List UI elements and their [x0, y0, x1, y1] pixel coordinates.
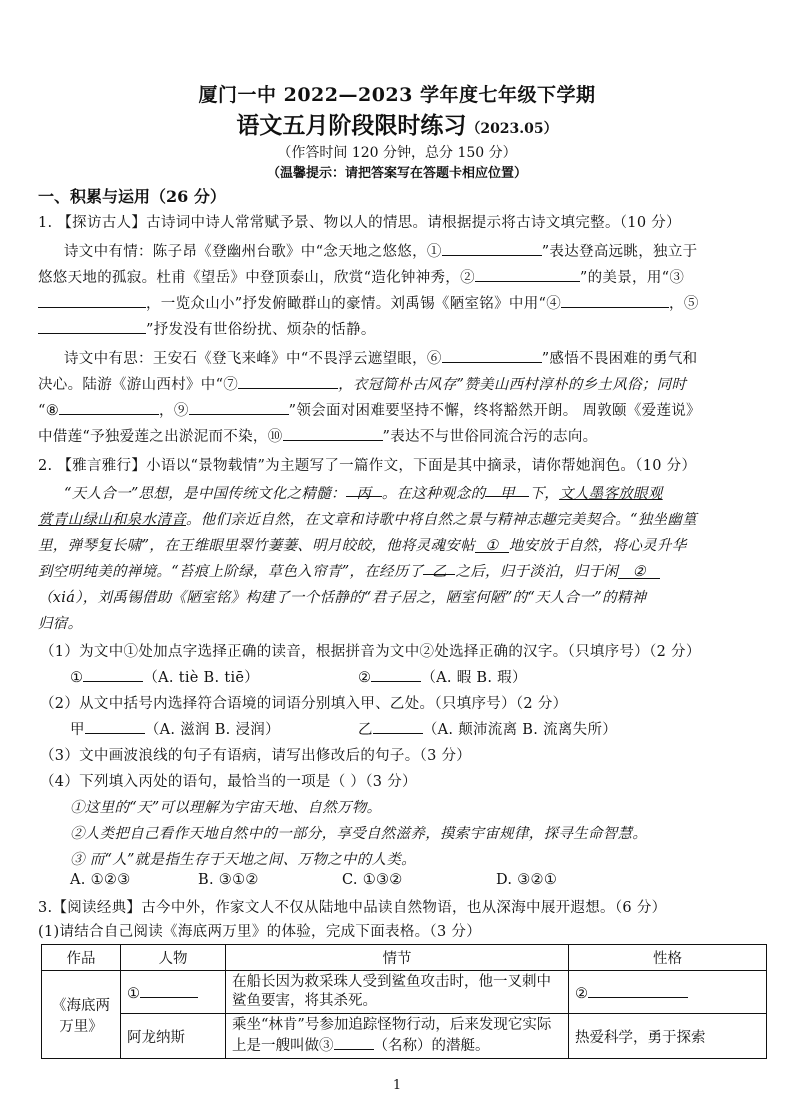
q2-sub-2-options [70, 718, 280, 739]
header-cell: 作品 [42, 945, 121, 971]
passage-text: 下， [529, 486, 560, 502]
year-tag: （2023.05） [466, 121, 558, 137]
table-row [42, 971, 767, 1014]
table-row [42, 1014, 767, 1059]
blank-7 [238, 374, 338, 389]
section-heading: 一、积累与运用（26 分） [38, 187, 226, 206]
passage-text: 。在这种观念的 [381, 486, 486, 502]
trait-cell: 热爱科学，勇于探索 [569, 1014, 767, 1059]
choice-a: A. ①②③ [70, 872, 131, 888]
blank-bing: 丙 [346, 482, 382, 497]
q2-sub-1-options [358, 666, 527, 687]
exam-title: 厦门一中 2022—2023 学年度七年级下学期 [198, 84, 596, 106]
header-cell: 情节 [226, 945, 569, 971]
passage-text: 到空明纯美的禅境。“苔痕上阶绿，草色入帘青”，在经历了 [38, 564, 424, 580]
exam-subtitle [0, 107, 794, 140]
q2-sub-1-options [70, 666, 259, 687]
q2-sub-2-options [358, 718, 617, 739]
q1-text: ”表达不与世俗同流合污的志向。 [382, 429, 598, 445]
blank-9 [189, 400, 289, 415]
answer-blank [371, 667, 421, 682]
passage-text: 地安放于自然，将心灵升华 [508, 538, 687, 554]
q1-text: ”抒发没有世俗纷扰、烦杂的恬静。 [146, 322, 376, 338]
q1-text: ，一览众山小”抒发俯瞰群山的豪情。刘禹锡《陋室铭》中用“④ [146, 296, 562, 312]
q2-sub-4: （4）下列填入丙处的语句，最恰当的一项是（ ）（3 分） [40, 774, 417, 790]
q1-text: ”的美景，用“③ [579, 270, 685, 286]
option-label: 甲 [70, 722, 85, 738]
q2-passage-line [38, 560, 660, 581]
q1-text: “⑧ [38, 403, 60, 419]
blank-10 [283, 426, 383, 441]
option-text: （A. 颠沛流离 B. 流离失所） [422, 722, 618, 738]
passage-text: “天人合一”思想，是中国传统文化之精髓： [64, 486, 346, 502]
header-cell: 人物 [121, 945, 226, 971]
q2-passage-line [64, 482, 663, 503]
answer-blank [373, 719, 423, 734]
header-cell: 性格 [569, 945, 767, 971]
q2-passage-line: 归宿。 [38, 616, 83, 632]
answer-blank [334, 1035, 374, 1050]
wavy-sentence: 文人墨客放眼观 [559, 486, 663, 502]
q1-text: 诗文中有思：王安石《登飞来峰》中“不畏浮云遮望眼，⑥ [64, 351, 442, 367]
dotted-char-mark: ① [475, 538, 509, 553]
blank-3 [38, 293, 146, 308]
q1-text: ”感悟不畏困难的勇气和 [541, 351, 698, 367]
plot-text: （名称）的潜艇。 [373, 1038, 490, 1054]
choice-d: D. ③②① [496, 872, 558, 888]
q1-line [38, 373, 686, 394]
answer-blank [140, 983, 198, 998]
q2-option-2: ②人类把自己看作天地自然中的一部分，享受自然滋养，摸索宇宙规律，探寻生命智慧。 [70, 826, 648, 842]
work-cell: 《海底两万里》 [42, 971, 121, 1059]
q2-sub-1: （1）为文中①处加点字选择正确的读音，根据拼音为文中②处选择正确的汉字。（只填序号）（2 分） [40, 644, 701, 660]
table-header-row [42, 945, 767, 971]
option-label: ② [358, 670, 372, 686]
choice-b: B. ③①② [198, 872, 259, 888]
q1-line [38, 292, 699, 313]
q2-sub-3: （3）文中画波浪线的句子有语病，请写出修改后的句子。（3 分） [40, 748, 472, 764]
blank-6 [442, 348, 542, 363]
plot-text: 乘坐“林肯”号参加追踪怪物行动，后来发现它实际上是一艘叫做③ [232, 1017, 552, 1054]
blank-jia: 甲 [485, 482, 529, 497]
blank-1 [442, 241, 542, 256]
q2-passage-line [38, 508, 697, 529]
q3-sub-1: (1)请结合自己阅读《海底两万里》的体验，完成下面表格。（3 分） [38, 924, 482, 940]
passage-text: 之后，归于淡泊，归于闲 [455, 564, 619, 580]
plot-cell: 在船长因为救采珠人受到鲨鱼攻击时，他一叉刺中鲨鱼要害，将其杀死。 [226, 971, 569, 1014]
q1-line [64, 347, 697, 368]
option-text: （A. 暇 B. 瑕） [421, 670, 527, 686]
page-number: 1 [392, 1078, 402, 1093]
novel-table [41, 944, 767, 1059]
q1-text: ，⑨ [159, 403, 189, 419]
time-info: （作答时间 120 分钟，总分 150 分） [277, 145, 517, 161]
q2-passage-line [38, 534, 687, 555]
plot-cell [226, 1014, 569, 1059]
option-label: ① [70, 670, 84, 686]
answer-tip: （温馨提示：请把答案写在答题卡相应位置） [266, 166, 527, 181]
q2-passage-line: （xiá），刘禹锡借助《陋室铭》构建了一个恬静的“君子居之，陋室何陋”的“天人合一”的精神 [38, 590, 647, 606]
blank-4 [561, 293, 669, 308]
person-cell: 阿龙纳斯 [121, 1014, 226, 1059]
blank-yi: 乙 [423, 560, 455, 575]
q1-line [38, 425, 597, 446]
q1-text: ，衣冠简朴古风存”赞美山西村淳朴的乡土风俗；同时 [338, 377, 687, 393]
trait-label: ② [575, 985, 588, 1002]
passage-text: 里，弹琴复长啸”，在王维眼里翠竹萋萋、明月皎皎，他将灵魂安帖 [38, 538, 475, 554]
q1-line [38, 399, 701, 420]
subtitle-text: 语文五月阶段限时练习 [236, 112, 467, 139]
q1-line [38, 318, 376, 339]
blank-5 [38, 319, 146, 334]
q1-text: 中借莲“予独爱莲之出淤泥而不染，⑩ [38, 429, 283, 445]
q1-text: ”表达登高远眺，独立于 [541, 244, 698, 260]
q1-prompt: 1. 【探访古人】古诗词中诗人常常赋予景、物以人的情思。请根据提示将古诗文填完整。（10 分） [38, 215, 681, 231]
option-text: （A. tiè B. tiē） [143, 670, 260, 686]
passage-text: 。他们亲近自然，在文章和诗歌中将自然之景与精神志趣完美契合。“独坐幽篁 [186, 512, 697, 528]
blank-8 [59, 400, 159, 415]
q2-sub-2: （2）从文中括号内选择符合语境的词语分别填入甲、乙处。（只填序号）（2 分） [40, 696, 568, 712]
q1-line [64, 240, 697, 261]
q3-prompt: 3.【阅读经典】古今中外，作家文人不仅从陆地中品读自然物语，也从深海中展开遐想。（6 分） [38, 900, 667, 916]
q1-text: 悠悠天地的孤寂。杜甫《望岳》中登顶泰山，欣赏“造化钟神秀，② [38, 270, 475, 286]
option-label: 乙 [358, 722, 373, 738]
q1-text: 诗文中有情：陈子昂《登幽州台歌》中“念天地之悠悠，① [64, 244, 442, 260]
q2-option-3: ③ 而“人”就是指生存于天地之间、万物之中的人类。 [70, 852, 416, 868]
q1-text: ，⑤ [669, 296, 699, 312]
blank-2-char: ② [618, 564, 660, 579]
option-text: （A. 滋润 B. 浸润） [144, 722, 280, 738]
q2-option-1: ①这里的“天”可以理解为宇宙天地、自然万物。 [70, 800, 382, 816]
q1-text: ”领会面对困难要坚持不懈，终将豁然开朗。 周敦颐《爱莲说》 [288, 403, 701, 419]
answer-blank [588, 983, 688, 998]
trait-cell [569, 971, 767, 1014]
person-cell [121, 971, 226, 1014]
q1-line [38, 266, 684, 287]
person-label: ① [127, 985, 140, 1002]
q1-text: 决心。陆游《游山西村》中“⑦ [38, 377, 239, 393]
choice-c: C. ①③② [342, 872, 403, 888]
wavy-sentence: 赏青山绿山和泉水清音 [38, 512, 186, 528]
answer-blank [83, 667, 143, 682]
answer-blank [85, 719, 145, 734]
q2-prompt: 2. 【雅言雅行】小语以“景物载情”为主题写了一篇作文，下面是其中摘录，请你帮她润色。（10 分） [38, 458, 697, 474]
blank-2 [475, 267, 580, 282]
